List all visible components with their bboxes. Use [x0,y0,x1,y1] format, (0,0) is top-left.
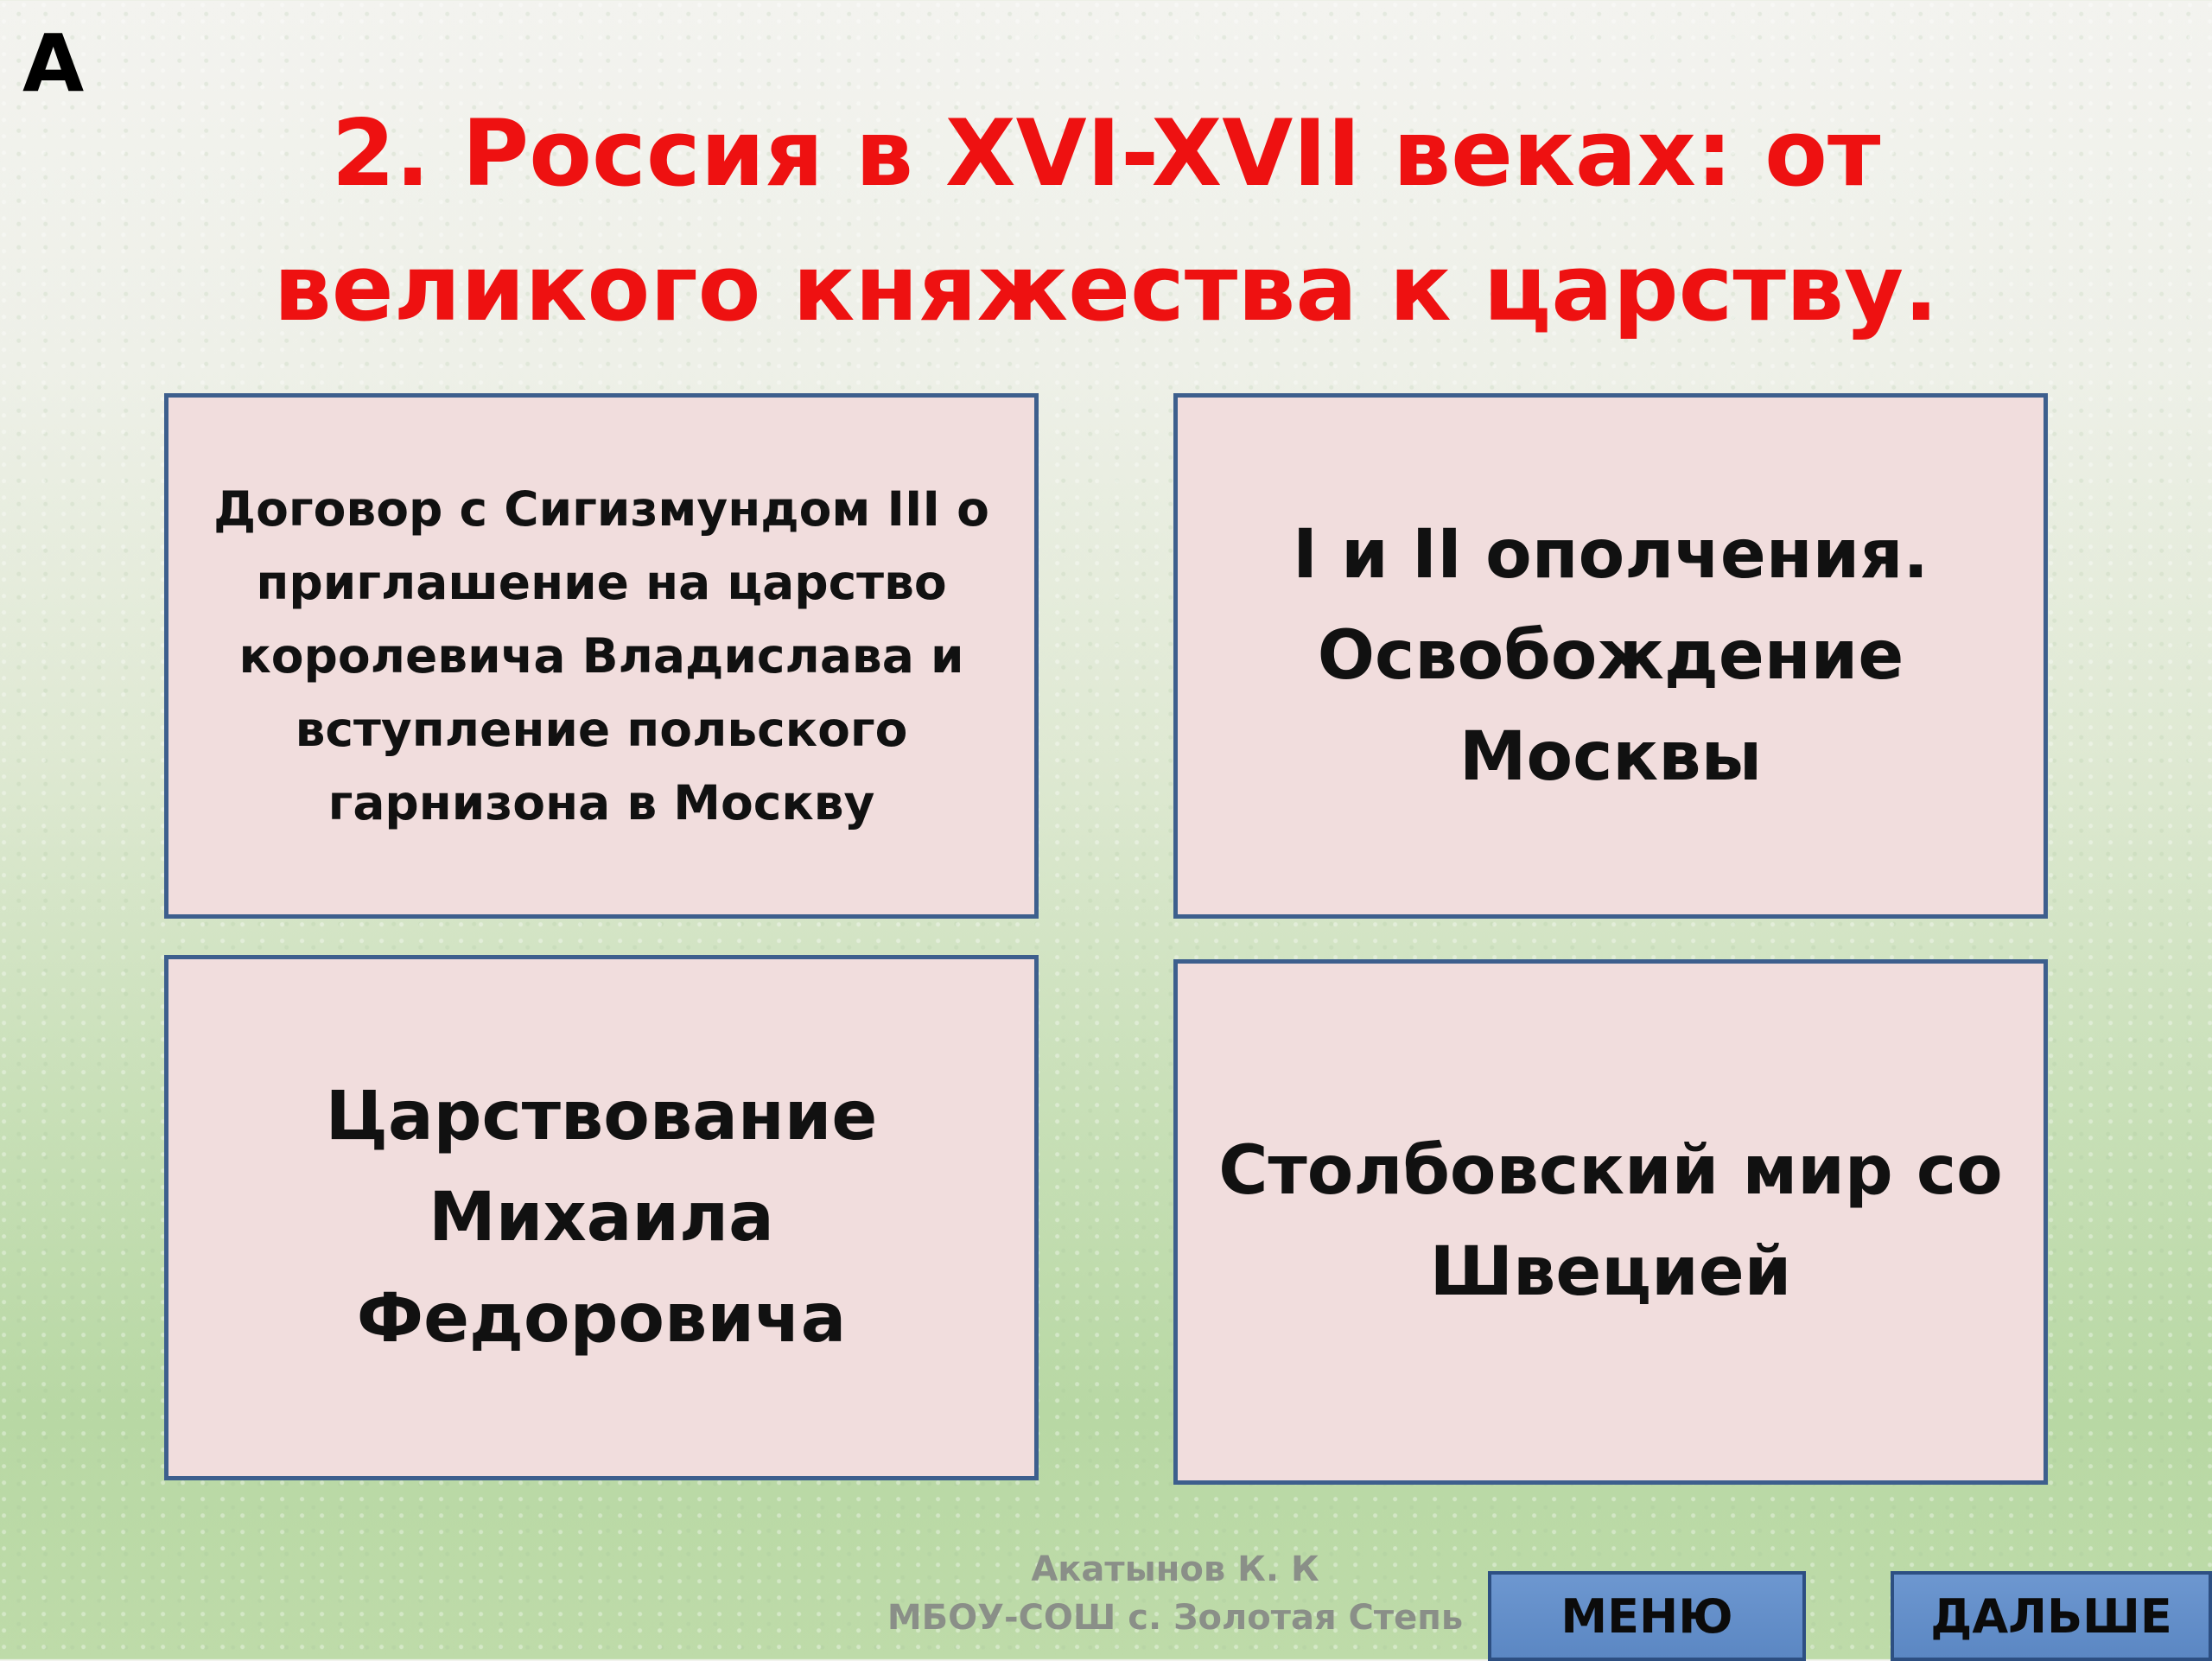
card-line: королевича Владислава и [238,627,964,684]
answer-card-stolbovo-peace[interactable] [1173,959,2048,1485]
card-line: Федоровича [356,1279,847,1358]
card-line: Москвы [1459,717,1763,796]
card-text [1218,1121,2002,1323]
next-button[interactable]: ДАЛЬШЕ [1891,1571,2212,1661]
answer-card-militias[interactable] [1173,393,2048,919]
card-text [213,473,989,840]
card-line: Освобождение [1317,616,1904,695]
answer-card-sigismund-treaty[interactable] [164,393,1039,919]
slide-title: 2. Россия в XVI-XVII веках: от великого княжества к царству. [273,100,1939,341]
card-line: I и II ополчения. [1292,515,1929,594]
answer-card-mikhail-reign[interactable] [164,955,1039,1480]
author-name: Акатынов К. К [1031,1550,1319,1589]
card-line: Столбовский мир со [1218,1132,2003,1210]
slide-corner-letter: А [22,17,85,110]
card-line: Михаила [429,1178,774,1257]
card-line: Швецией [1429,1233,1792,1311]
card-line: гарнизона в Москву [327,774,875,830]
card-line: Царствование [325,1077,878,1155]
card-line: приглашение на царство [256,554,947,610]
card-line: вступление польского [295,701,908,757]
author-credits [864,1545,1486,1642]
menu-button[interactable]: МЕНЮ [1488,1571,1806,1661]
card-line: Договор с Сигизмундом III о [213,480,989,537]
card-text [326,1066,878,1370]
card-text [1293,505,1929,808]
school-name: МБОУ-СОШ с. Золотая Степь [887,1598,1464,1638]
